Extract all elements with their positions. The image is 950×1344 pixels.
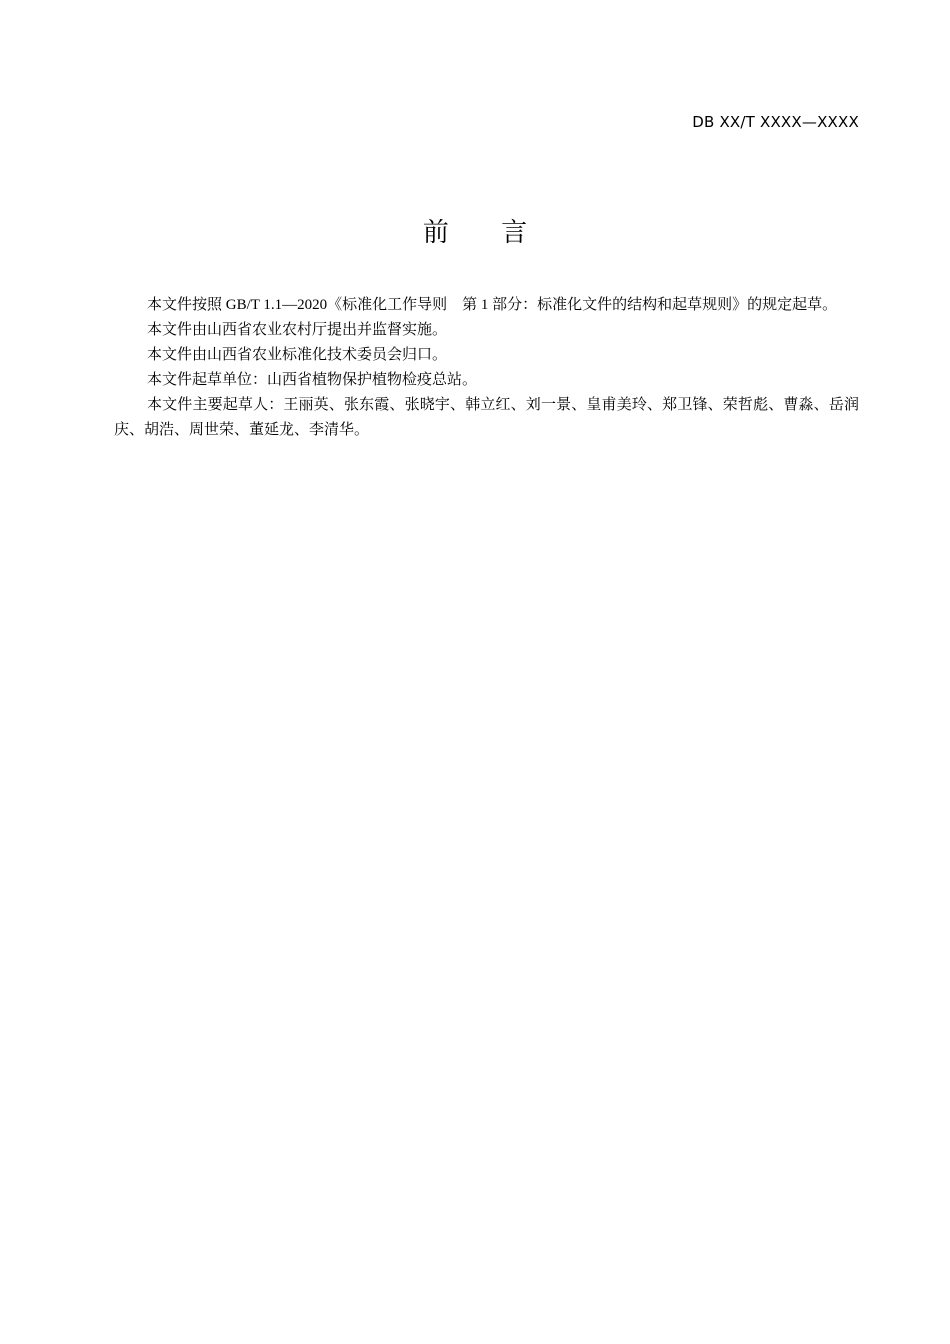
foreword-body — [114, 293, 859, 443]
paragraph-drafters: 本文件主要起草人：王丽英、张东霞、张晓宇、韩立红、刘一景、皇甫美玲、郑卫锋、荣哲彪、曹淼、岳润庆、胡浩、周世荣、董延龙、李清华。 — [114, 397, 859, 438]
standard-code: DB XX/T XXXX—XXXX — [692, 113, 859, 131]
paragraph-drafting-unit: 本文件起草单位：山西省植物保护植物检疫总站。 — [147, 372, 478, 388]
paragraph-committee: 本文件由山西省农业标准化技术委员会归口。 — [147, 347, 448, 363]
paragraph-proposer: 本文件由山西省农业农村厅提出并监督实施。 — [147, 322, 448, 338]
paragraph-drafting-basis: 本文件按照 GB/T 1.1—2020《标准化工作导则 第 1 部分：标准化文件的结构和起草规则》的规定起草。 — [147, 297, 838, 313]
page-title: 前 言 — [422, 218, 550, 248]
